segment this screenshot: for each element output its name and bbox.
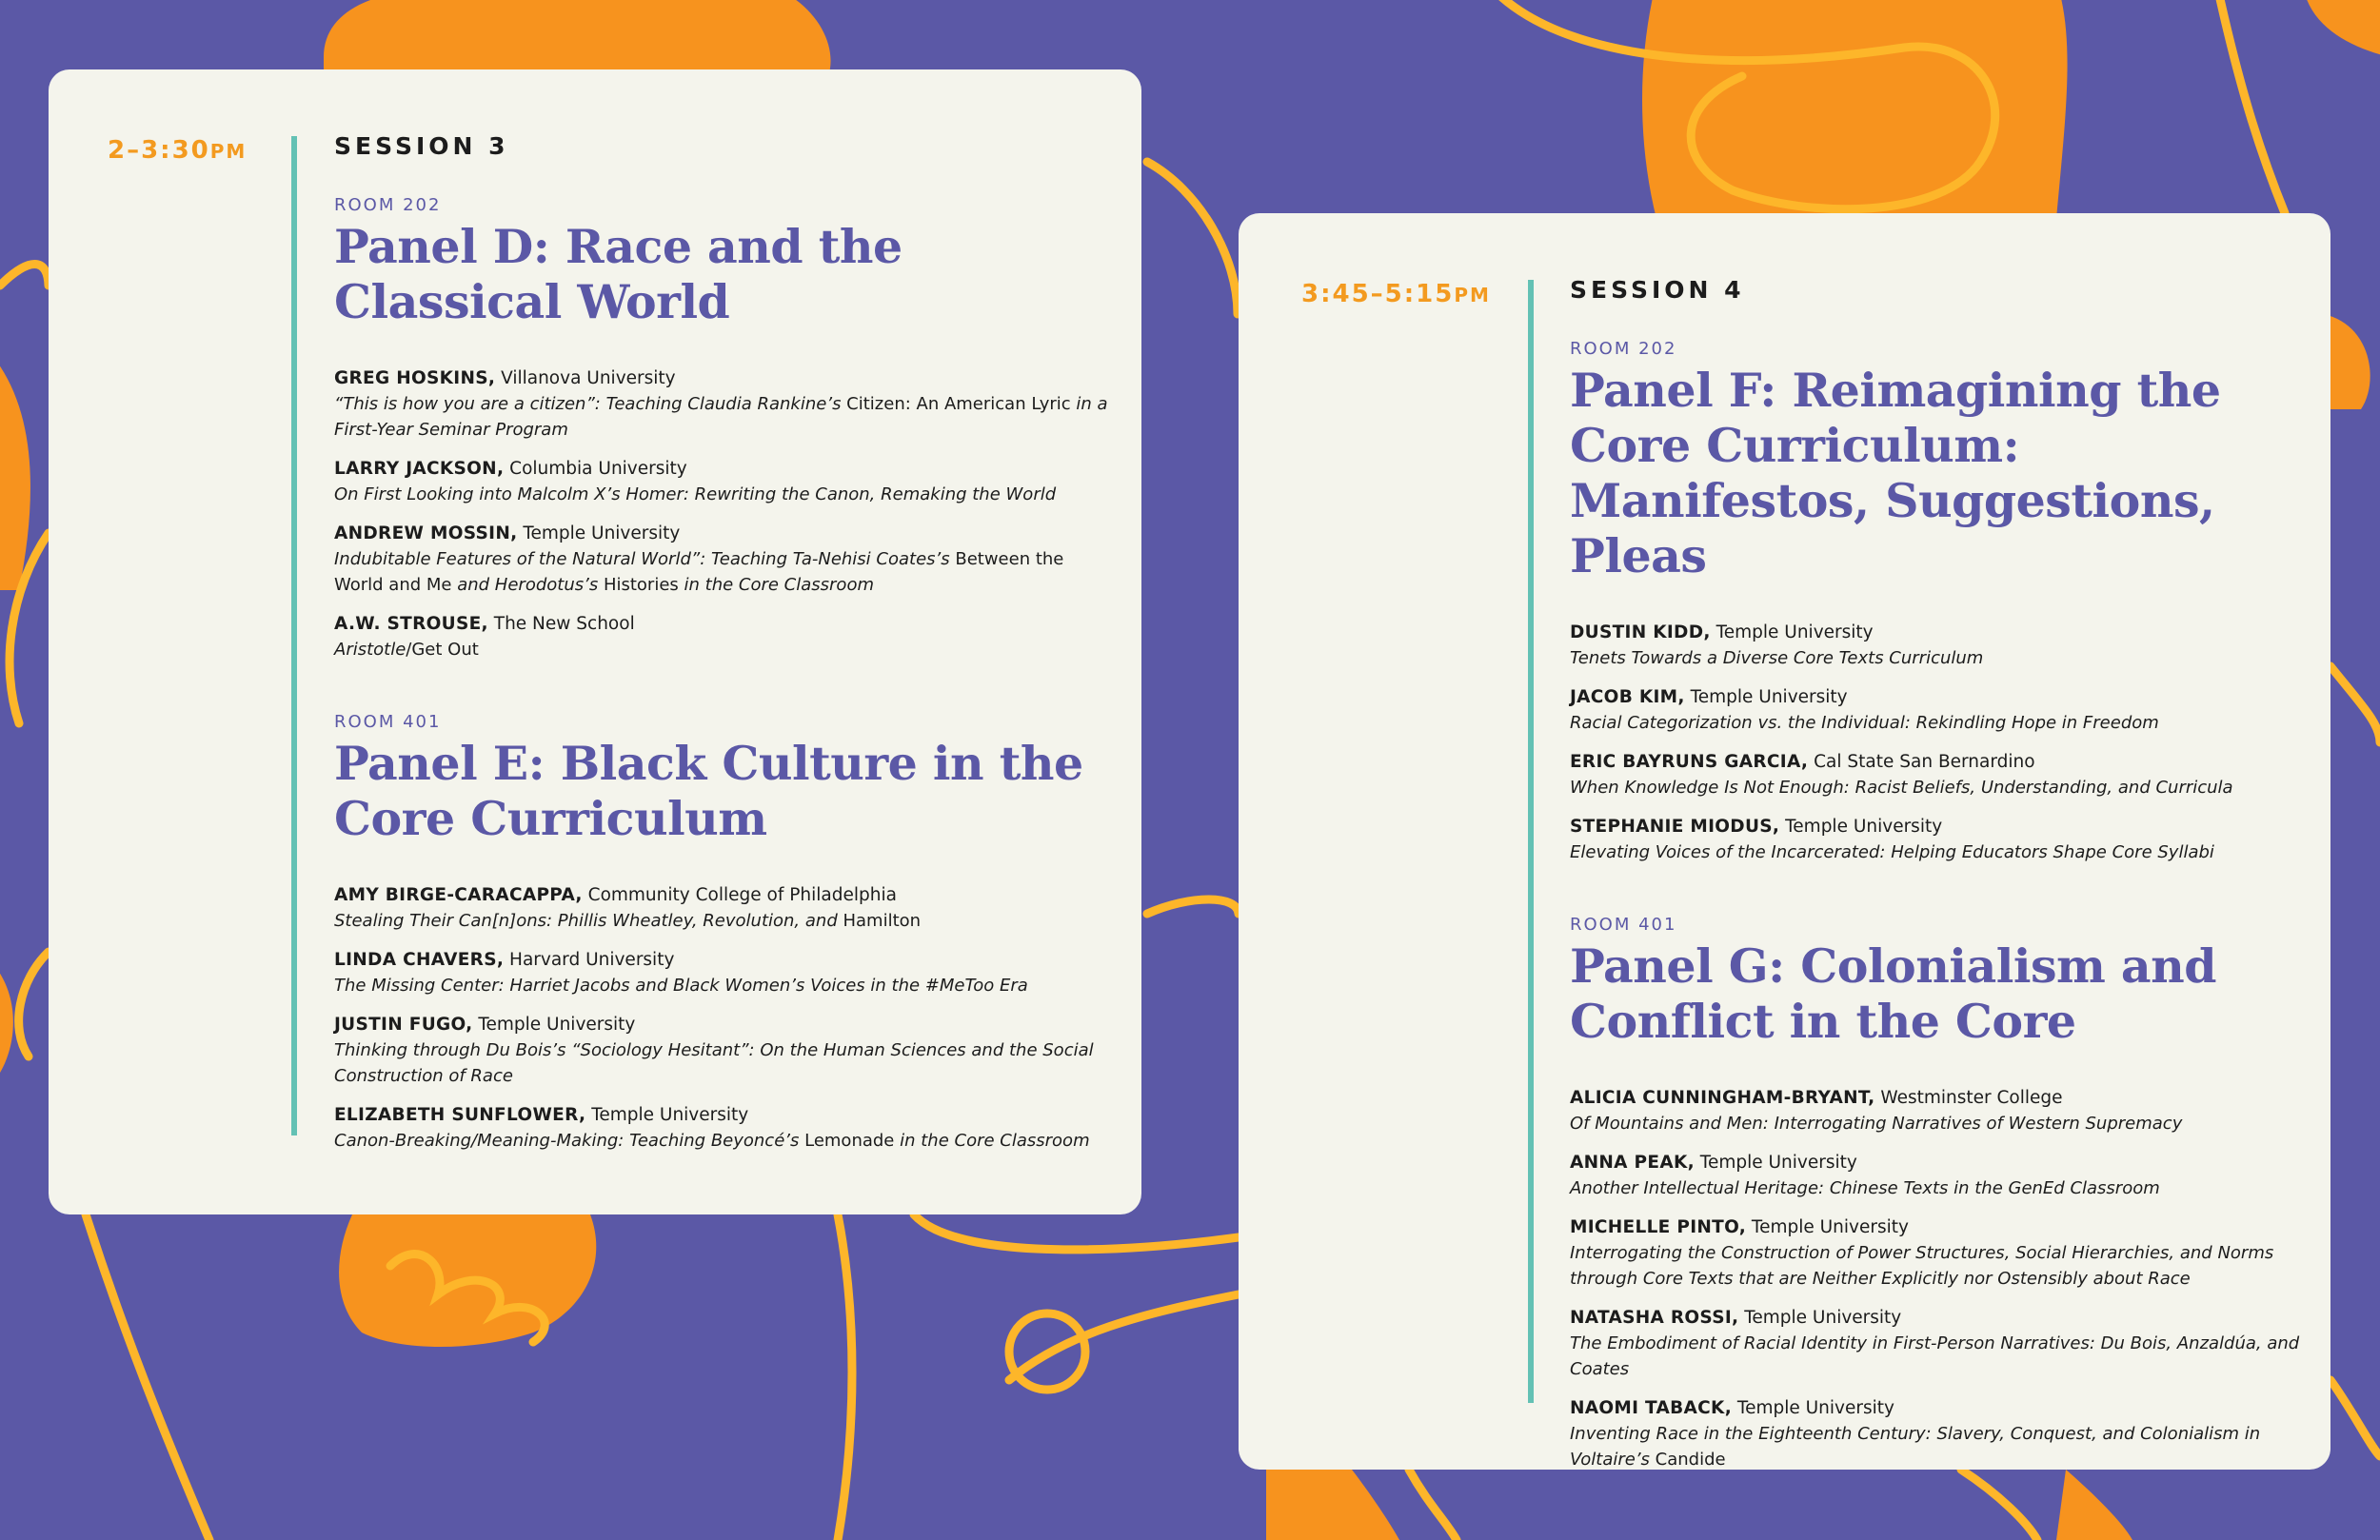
talk-entry — [1570, 1395, 2303, 1472]
talk-title — [1570, 645, 2303, 671]
room-label: ROOM 401 — [334, 712, 442, 732]
talk-title-part: and Herodotus’s — [451, 575, 604, 595]
presenter-name: ERIC BAYRUNS GARCIA, — [1570, 752, 1809, 772]
panel-title: Panel E: Black Culture in the Core Curriculum — [334, 736, 1083, 846]
talk-title-part: Citizen: An American Lyric — [846, 394, 1071, 414]
talk-title-part: “This is how you are a citizen”: Teaching Claudia Rankine’s — [334, 394, 847, 414]
presenter-name: DUSTIN KIDD, — [1570, 622, 1711, 642]
talk-title — [1570, 1175, 2303, 1201]
talk-title-part: Thinking through Du Bois’s “Sociology Hesitant”: On the Human Sciences and the Social Construction of Race — [334, 1040, 1094, 1086]
talk-entry — [1570, 814, 2303, 865]
talk-title-part: Canon-Breaking/Meaning-Making: Teaching Beyoncé’s — [334, 1131, 805, 1151]
talk-title — [334, 1128, 1115, 1154]
talk-title-part: Candide — [1655, 1450, 1726, 1470]
session-4-divider — [1528, 280, 1534, 1403]
presenter-affiliation: Villanova University — [495, 368, 676, 388]
talk-title-part: /Get Out — [406, 640, 479, 660]
presenter-affiliation: Temple University — [585, 1105, 749, 1125]
talk-title — [334, 546, 1115, 598]
talk-title-part: Lemonade — [804, 1131, 895, 1151]
talk-title — [334, 391, 1115, 443]
talk-entry — [334, 521, 1115, 598]
talk-title-part: Hamilton — [843, 911, 922, 931]
presenter-affiliation: Harvard University — [504, 950, 675, 970]
talk-title — [1570, 1421, 2303, 1472]
talk-entry — [1570, 1214, 2303, 1292]
talk-title-part: Stealing Their Can[n]ons: Phillis Wheatley, Revolution, and — [334, 911, 843, 931]
talk-title — [334, 908, 1115, 934]
presenter-affiliation: Cal State San Bernardino — [1808, 752, 2035, 772]
presenter-name: LINDA CHAVERS, — [334, 950, 505, 970]
presenter-affiliation: Temple University — [1738, 1308, 1902, 1328]
presenter-affiliation: The New School — [487, 614, 635, 634]
session-label: SESSION 3 — [334, 132, 509, 160]
room-label: ROOM 202 — [334, 195, 442, 215]
time-suffix: PM — [1454, 284, 1491, 306]
talk-title — [1570, 710, 2303, 736]
talk-title-part: Histories — [603, 575, 679, 595]
presenter-name: ANNA PEAK, — [1570, 1153, 1695, 1173]
talk-entry — [334, 611, 1115, 662]
presenter-affiliation: Temple University — [517, 523, 681, 543]
talk-title-part: Tenets Towards a Diverse Core Texts Curriculum — [1570, 648, 1984, 668]
talk-title — [1570, 1111, 2303, 1136]
talk-title — [334, 637, 1115, 662]
talk-title-part: Of Mountains and Men: Interrogating Narratives of Western Supremacy — [1570, 1114, 2183, 1134]
talk-entry — [334, 947, 1115, 998]
talk-entry — [334, 365, 1115, 443]
session-3-card — [49, 69, 1141, 1214]
talk-entry — [334, 1012, 1115, 1089]
talk-title-part: The Missing Center: Harriet Jacobs and Black Women’s Voices in the #MeToo Era — [334, 976, 1028, 996]
session-4-card — [1239, 213, 2330, 1470]
presenter-affiliation: Community College of Philadelphia — [582, 885, 897, 905]
presenter-affiliation: Temple University — [1694, 1153, 1857, 1173]
talk-title-part: When Knowledge Is Not Enough: Racist Beliefs, Understanding, and Curricula — [1570, 778, 2233, 798]
session-4-content — [1570, 276, 2303, 1486]
talk-title — [1570, 839, 2303, 865]
presenter-affiliation: Temple University — [1710, 622, 1874, 642]
panel-title: Panel D: Race and the Classical World — [334, 219, 902, 329]
time-range: 3:45–5:15 — [1301, 280, 1455, 308]
talk-title-part: Elevating Voices of the Incarcerated: Helping Educators Shape Core Syllabi — [1570, 842, 2214, 862]
talk-title-part: Indubitable Features of the Natural World”: Teaching Ta-Nehisi Coates’s — [334, 549, 956, 569]
talk-entry — [334, 1102, 1115, 1154]
talk-title — [334, 973, 1115, 998]
presenter-affiliation: Temple University — [1779, 817, 1943, 837]
talk-title — [1570, 1331, 2303, 1382]
presenter-name: A.W. STROUSE, — [334, 614, 488, 634]
presenter-affiliation: Westminster College — [1874, 1088, 2063, 1108]
presenter-name: ALICIA CUNNINGHAM-BRYANT, — [1570, 1088, 1875, 1108]
talk-title — [334, 1037, 1115, 1089]
room-label: ROOM 401 — [1570, 915, 1677, 935]
presenter-affiliation: Temple University — [472, 1015, 636, 1035]
presenter-name: AMY BIRGE-CARACAPPA, — [334, 885, 583, 905]
panel-title: Panel F: Reimagining the Core Curriculum: Manifestos, Suggestions, Pleas — [1570, 363, 2221, 583]
session-label: SESSION 4 — [1570, 276, 1745, 304]
talk-title-part: On First Looking into Malcolm X’s Homer: Rewriting the Canon, Remaking the World — [334, 484, 1057, 504]
presenter-name: MICHELLE PINTO, — [1570, 1217, 1747, 1237]
talk-entry — [1570, 620, 2303, 671]
presenter-name: JACOB KIM, — [1570, 687, 1685, 707]
presenter-name: STEPHANIE MIODUS, — [1570, 817, 1780, 837]
talk-title — [1570, 775, 2303, 800]
talk-title-part: The Embodiment of Racial Identity in First-Person Narratives: Du Bois, Anzaldúa, and Coates — [1570, 1333, 2300, 1379]
room-label: ROOM 202 — [1570, 339, 1677, 359]
session-4-time — [1301, 280, 1491, 308]
session-3-divider — [291, 136, 297, 1135]
presenter-name: LARRY JACKSON, — [334, 459, 505, 479]
talk-title-part: in the Core Classroom — [894, 1131, 1090, 1151]
talk-title-part: Racial Categorization vs. the Individual: Rekindling Hope in Freedom — [1570, 713, 2159, 733]
time-range: 2–3:30 — [108, 136, 210, 165]
talk-entry — [334, 456, 1115, 507]
session-3-content — [334, 132, 1115, 1167]
presenter-name: NAOMI TABACK, — [1570, 1398, 1733, 1418]
talk-title-part: Inventing Race in the Eighteenth Century: Slavery, Conquest, and Colonialism in Voltaire’s — [1570, 1424, 2261, 1470]
talk-title-part: Another Intellectual Heritage: Chinese Texts in the GenEd Classroom — [1570, 1178, 2160, 1198]
presenter-name: GREG HOSKINS, — [334, 368, 496, 388]
talk-title-part: Interrogating the Construction of Power Structures, Social Hierarchies, and Norms through Core Texts that are Neither Explicitly nor Ostensibly about Race — [1570, 1243, 2274, 1289]
time-suffix: PM — [209, 140, 248, 163]
presenter-affiliation: Temple University — [1684, 687, 1848, 707]
presenter-affiliation: Temple University — [1732, 1398, 1894, 1418]
presenter-name: ANDREW MOSSIN, — [334, 523, 518, 543]
presenter-affiliation: Columbia University — [504, 459, 687, 479]
presenter-affiliation: Temple University — [1746, 1217, 1909, 1237]
talk-entry — [1570, 1150, 2303, 1201]
talk-entry — [1570, 749, 2303, 800]
talk-entry — [1570, 1085, 2303, 1136]
session-3-time — [108, 136, 247, 165]
talk-title-part: Between the World and Me — [334, 549, 1064, 595]
panel-title: Panel G: Colonialism and Conflict in the Core — [1570, 938, 2217, 1049]
talk-title-part: in a First-Year Seminar Program — [334, 394, 1108, 440]
talk-entry — [334, 882, 1115, 934]
talk-entry — [1570, 1305, 2303, 1382]
talk-title-part: Aristotle — [334, 640, 407, 660]
presenter-name: ELIZABETH SUNFLOWER, — [334, 1105, 586, 1125]
talk-title — [1570, 1240, 2303, 1292]
presenter-name: JUSTIN FUGO, — [334, 1015, 473, 1035]
talk-entry — [1570, 684, 2303, 736]
talk-title — [334, 482, 1115, 507]
talk-title-part: in the Core Classroom — [678, 575, 874, 595]
presenter-name: NATASHA ROSSI, — [1570, 1308, 1739, 1328]
